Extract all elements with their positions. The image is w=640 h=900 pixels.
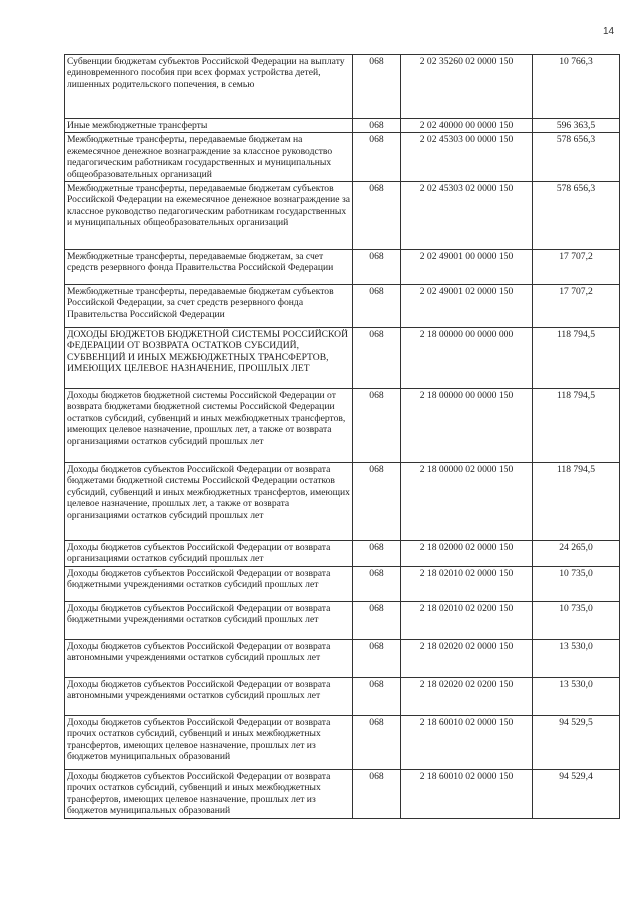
row-amount-cell: 10 735,0 [533, 601, 620, 639]
row-admin-code-cell: 068 [353, 328, 401, 389]
table-body [65, 55, 620, 819]
row-amount-cell: 578 656,3 [533, 133, 620, 182]
row-name-cell: Доходы бюджетов субъектов Российской Федерации от возврата бюджетами бюджетной системы Российской Федерации остатков субсидий, субвенций и иных межбюджетных трансфертов, имеющих целевое назначение, прошлых лет, а также от возврата организациями остатков субсидий прошлых лет [65, 463, 353, 541]
row-name-cell: Субвенции бюджетам субъектов Российской Федерации на выплату единовременного пособия при всех формах устройства детей, лишенных родительского попечения, в семью [65, 55, 353, 119]
row-name-cell: Доходы бюджетов субъектов Российской Федерации от возврата автономными учреждениями остатков субсидий прошлых лет [65, 677, 353, 715]
row-admin-code-cell: 068 [353, 541, 401, 567]
table-row [65, 677, 620, 715]
row-revenue-code-cell: 2 18 60010 02 0000 150 [401, 769, 533, 818]
table-row [65, 119, 620, 133]
row-revenue-code-cell: 2 18 00000 00 0000 150 [401, 389, 533, 463]
row-amount-cell: 17 707,2 [533, 285, 620, 328]
table-row [65, 55, 620, 119]
table-row [65, 541, 620, 567]
table-row [65, 133, 620, 182]
row-admin-code-cell: 068 [353, 55, 401, 119]
row-name-cell: Межбюджетные трансферты, передаваемые бюджетам на ежемесячное денежное вознаграждение за классное руководство педагогическим работникам государственных и муниципальных общеобразовательных организаций [65, 133, 353, 182]
row-revenue-code-cell: 2 02 40000 00 0000 150 [401, 119, 533, 133]
row-name-cell: Межбюджетные трансферты, передаваемые бюджетам, за счет средств резервного фонда Правительства Российской Федерации [65, 250, 353, 285]
table-row [65, 285, 620, 328]
table-row [65, 601, 620, 639]
row-name-cell: Межбюджетные трансферты, передаваемые бюджетам субъектов Российской Федерации, за счет средств резервного фонда Правительства Российской Федерации [65, 285, 353, 328]
row-revenue-code-cell: 2 18 60010 02 0000 150 [401, 715, 533, 769]
row-revenue-code-cell: 2 02 49001 02 0000 150 [401, 285, 533, 328]
row-amount-cell: 24 265,0 [533, 541, 620, 567]
row-revenue-code-cell: 2 02 45303 00 0000 150 [401, 133, 533, 182]
row-admin-code-cell: 068 [353, 463, 401, 541]
table-row [65, 566, 620, 601]
row-name-cell: Межбюджетные трансферты, передаваемые бюджетам субъектов Российской Федерации на ежемесячное денежное вознаграждение за классное руководство педагогическим работникам государственных и муниципальных общеобразовательных организаций [65, 182, 353, 250]
row-name-cell: Доходы бюджетов субъектов Российской Федерации от возврата бюджетными учреждениями остатков субсидий прошлых лет [65, 566, 353, 601]
row-admin-code-cell: 068 [353, 133, 401, 182]
table-row [65, 639, 620, 677]
row-name-cell: Доходы бюджетов субъектов Российской Федерации от возврата прочих остатков субсидий, субвенций и иных межбюджетных трансфертов, имеющих целевое назначение, прошлых лет из бюджетов муниципальных образований [65, 769, 353, 818]
row-name-cell: Доходы бюджетов субъектов Российской Федерации от возврата автономными учреждениями остатков субсидий прошлых лет [65, 639, 353, 677]
row-admin-code-cell: 068 [353, 639, 401, 677]
row-amount-cell: 596 363,5 [533, 119, 620, 133]
table-row [65, 715, 620, 769]
row-name-cell: Доходы бюджетов бюджетной системы Российской Федерации от возврата бюджетами бюджетной системы Российской Федерации остатков субсидий, субвенций и иных межбюджетных трансфертов, имеющих целевое назначение, прошлых лет, а также от возврата организациями остатков субсидий прошлых лет [65, 389, 353, 463]
row-name-cell: Доходы бюджетов субъектов Российской Федерации от возврата бюджетными учреждениями остатков субсидий прошлых лет [65, 601, 353, 639]
row-admin-code-cell: 068 [353, 769, 401, 818]
budget-revenue-table [64, 54, 620, 819]
row-amount-cell: 94 529,5 [533, 715, 620, 769]
row-revenue-code-cell: 2 18 02020 02 0000 150 [401, 639, 533, 677]
row-revenue-code-cell: 2 18 02010 02 0200 150 [401, 601, 533, 639]
row-admin-code-cell: 068 [353, 182, 401, 250]
row-revenue-code-cell: 2 02 35260 02 0000 150 [401, 55, 533, 119]
row-admin-code-cell: 068 [353, 677, 401, 715]
row-name-cell: ДОХОДЫ БЮДЖЕТОВ БЮДЖЕТНОЙ СИСТЕМЫ РОССИЙСКОЙ ФЕДЕРАЦИИ ОТ ВОЗВРАТА ОСТАТКОВ СУБСИДИЙ, СУБВЕНЦИЙ И ИНЫХ МЕЖБЮДЖЕТНЫХ ТРАНСФЕРТОВ, ИМЕЮЩИХ ЦЕЛЕВОЕ НАЗНАЧЕНИЕ, ПРОШЛЫХ ЛЕТ [65, 328, 353, 389]
table-row [65, 182, 620, 250]
row-revenue-code-cell: 2 02 49001 00 0000 150 [401, 250, 533, 285]
row-amount-cell: 578 656,3 [533, 182, 620, 250]
row-name-cell: Иные межбюджетные трансферты [65, 119, 353, 133]
row-name-cell: Доходы бюджетов субъектов Российской Федерации от возврата прочих остатков субсидий, субвенций и иных межбюджетных трансфертов, имеющих целевое назначение, прошлых лет из бюджетов муниципальных образований [65, 715, 353, 769]
row-admin-code-cell: 068 [353, 285, 401, 328]
table-row [65, 328, 620, 389]
row-revenue-code-cell: 2 18 02010 02 0000 150 [401, 566, 533, 601]
row-admin-code-cell: 068 [353, 601, 401, 639]
row-admin-code-cell: 068 [353, 119, 401, 133]
row-amount-cell: 10 766,3 [533, 55, 620, 119]
row-amount-cell: 13 530,0 [533, 639, 620, 677]
row-amount-cell: 13 530,0 [533, 677, 620, 715]
row-admin-code-cell: 068 [353, 250, 401, 285]
table-row [65, 389, 620, 463]
row-revenue-code-cell: 2 18 02000 02 0000 150 [401, 541, 533, 567]
row-amount-cell: 118 794,5 [533, 328, 620, 389]
row-admin-code-cell: 068 [353, 566, 401, 601]
row-amount-cell: 94 529,4 [533, 769, 620, 818]
row-revenue-code-cell: 2 18 02020 02 0200 150 [401, 677, 533, 715]
table-row [65, 250, 620, 285]
row-revenue-code-cell: 2 02 45303 02 0000 150 [401, 182, 533, 250]
row-revenue-code-cell: 2 18 00000 00 0000 000 [401, 328, 533, 389]
row-name-cell: Доходы бюджетов субъектов Российской Федерации от возврата организациями остатков субсидий прошлых лет [65, 541, 353, 567]
row-amount-cell: 17 707,2 [533, 250, 620, 285]
row-amount-cell: 118 794,5 [533, 389, 620, 463]
row-amount-cell: 10 735,0 [533, 566, 620, 601]
row-admin-code-cell: 068 [353, 389, 401, 463]
page-number: 14 [603, 26, 615, 37]
row-amount-cell: 118 794,5 [533, 463, 620, 541]
row-revenue-code-cell: 2 18 00000 02 0000 150 [401, 463, 533, 541]
table-row [65, 463, 620, 541]
row-admin-code-cell: 068 [353, 715, 401, 769]
table-row [65, 769, 620, 818]
